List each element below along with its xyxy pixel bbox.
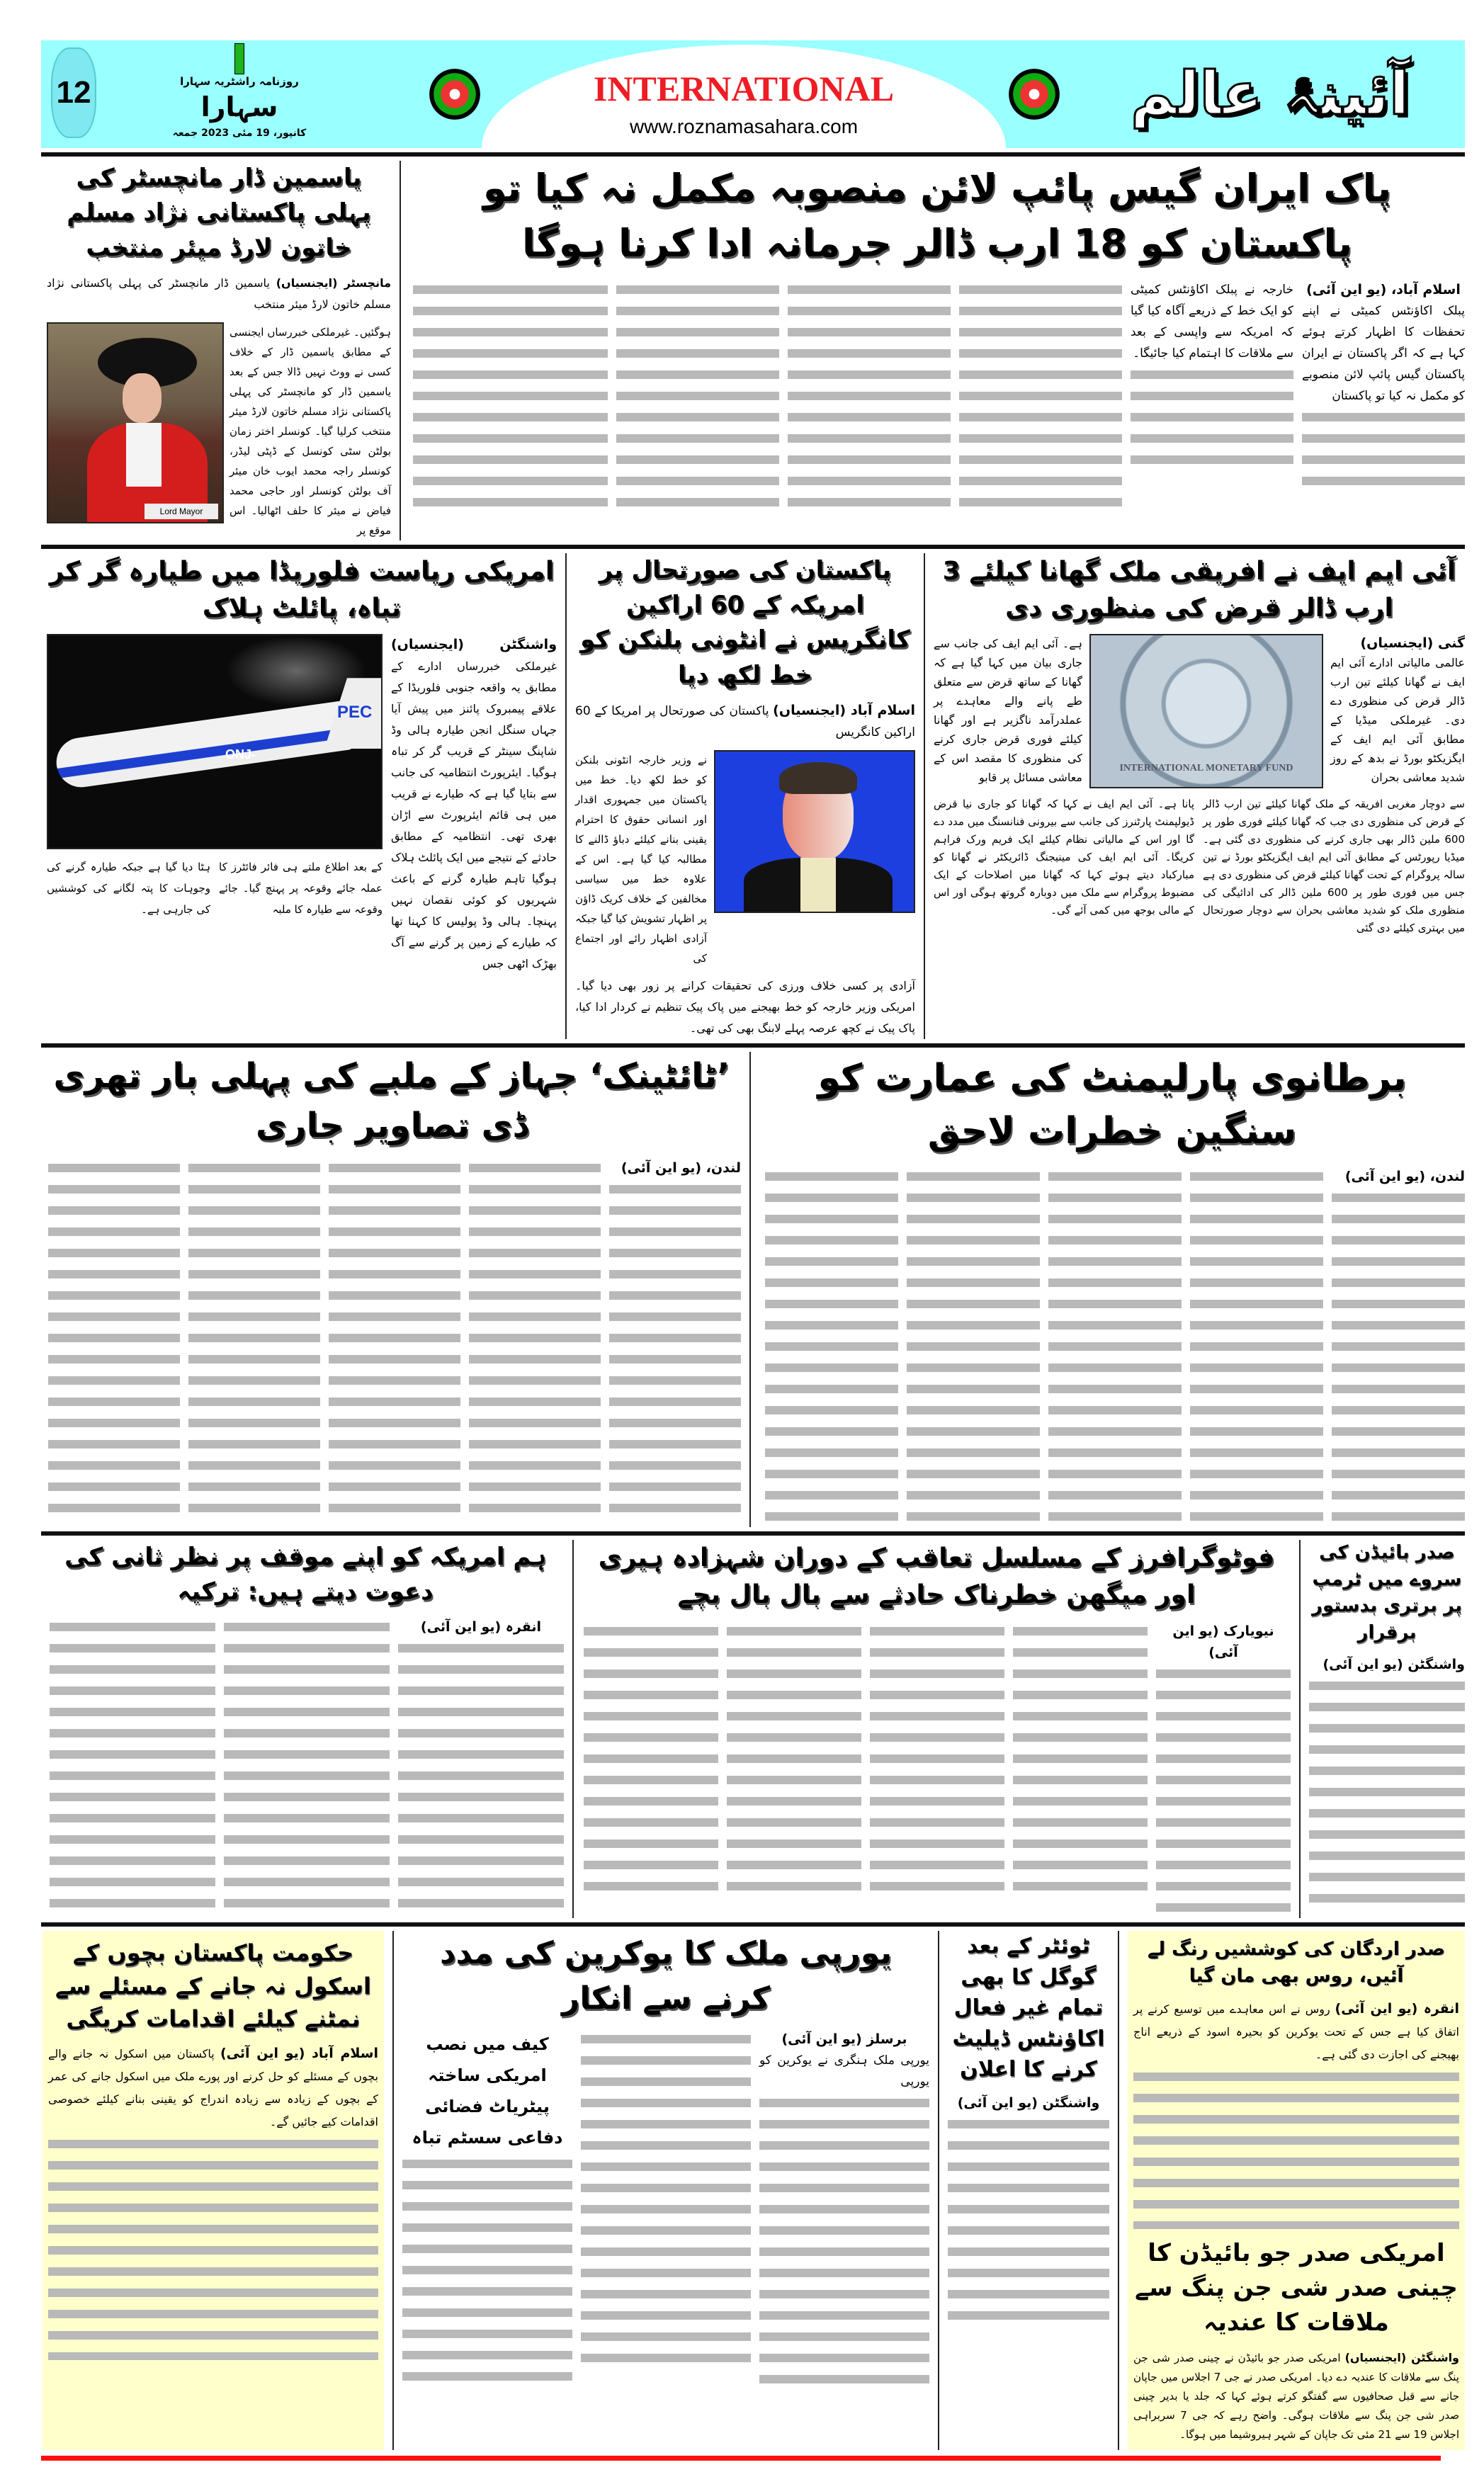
article-text: ہٹا دیا گیا ہے جبکہ طیارہ گرنے کی وجوہات کا پتہ لگانے کی کوششیں کی جارہی ہے۔ <box>47 861 210 917</box>
headline-titanic-3d: ’ٹائٹینک‘ جہاز کے ملبے کی پہلی بار تھری ڈی تصاویر جاری <box>53 1056 730 1145</box>
article-column <box>413 279 608 513</box>
headline-yasmeen-dar: یاسمین ڈار مانچسٹر کی پہلی پاکستانی نژاد مسلم خاتون لارڈ میئر منتخب <box>67 164 371 262</box>
article-text: نے وزیر خارجہ انٹونی بلنکن کو خط لکھ دیا۔ خط میں پاکستان میں جمہوری اقدار اور انسانی حقوق کا احترام یقینی بنانے کیلئے دباؤ ڈالنے کا مطالبہ کیا گیا ہے۔ اس کے علاوہ خط میں سیاسی مخالفین کے خلاف کریک ڈاؤن پر اظہار تشویش کیا گیا جبکہ آزادی اظہار رائے اور اجتماع کی <box>575 754 707 965</box>
section-label: INTERNATIONAL <box>593 69 895 108</box>
byline: لندن، (یو این آئی) <box>621 1160 741 1177</box>
photo-text: INTERNATIONAL MONETARY FUND <box>1119 763 1293 774</box>
article-column <box>575 975 915 1039</box>
section-fourth <box>41 1540 1465 1918</box>
text-lines <box>1302 407 1465 492</box>
article-column <box>727 1621 861 1897</box>
article-column <box>50 1616 215 1914</box>
article-column <box>224 1616 390 1914</box>
text-lines <box>50 1616 215 1914</box>
headline-line: کانگریس نے انٹونی بلنکن کو خط لکھ دیا <box>580 625 910 689</box>
text-lines <box>1133 2066 1459 2229</box>
section-bottom <box>41 1931 1465 2449</box>
text-lines <box>727 1621 861 1897</box>
headline-line: پاکستان کی صورتحال پر امریکہ کے 60 اراکین <box>599 555 892 620</box>
headline-turkey-us: ہم امریکہ کو اپنے موقف پر نظر ثانی کی دعوت دیتے ہیں: ترکیہ <box>64 1542 546 1606</box>
text-lines <box>402 2153 572 2387</box>
byline: واشنگٹن (یو این آئی) <box>1322 1656 1465 1672</box>
article-column <box>1133 2348 1459 2444</box>
article-column <box>788 279 951 513</box>
article-pak-iran <box>409 161 1465 540</box>
text-lines <box>1309 1675 1465 1909</box>
article-column <box>1309 1654 1465 1909</box>
hair <box>779 762 857 794</box>
column-divider <box>749 1052 751 1527</box>
article-google-accounts <box>948 1931 1109 2449</box>
article-column <box>1190 1166 1323 1527</box>
article-column <box>934 795 1194 919</box>
text-lines <box>907 1166 1040 1527</box>
article-florida-crash <box>47 553 557 1039</box>
article-column <box>870 1621 1004 1897</box>
photo-registration-text: -ONJ <box>225 747 256 762</box>
highlight-box-erdogan <box>1128 1931 1465 2449</box>
column-divider <box>392 1931 394 2449</box>
article-column <box>765 1166 898 1527</box>
section-top <box>41 161 1465 540</box>
article-text: غیرملکی خبررساں ادارے کے مطابق یہ واقعہ جنوبی فلوریڈا کے علاقے پیمبروک پائنز میں پیش آیا جہاں سنگل انجن طیارہ ہالی وڈ شاپنگ سینٹر کے قریب گر کر تباہ ہوگیا۔ ایئرپورٹ انتظامیہ کی جانب سے بتایا گیا ہے کہ طیارے نے قریب میں ہی قائم ایئرپورٹ سے اڑان بھری تھی۔ انتظامیہ کے مطابق حادثے کے نتیجے میں ایک پائلٹ ہلاک ہوگیا تاہم طیارہ گرنے کے باعث شہریوں کو کوئی نقصان نہیں پہنچا۔ ہالی وڈ پولیس کا کہنا تھا کہ طیارے کے زمین پر گرنے سے آگ بھڑک اٹھی جس <box>391 659 557 971</box>
text-lines <box>469 1157 601 1519</box>
text-lines <box>959 279 1122 513</box>
article-column <box>1133 1997 1459 2229</box>
text-lines <box>870 1621 1004 1897</box>
article-column <box>1332 1166 1465 1527</box>
article-body <box>402 2029 929 2390</box>
article-column <box>230 322 391 540</box>
article-column <box>48 1157 180 1519</box>
text-lines <box>48 1157 180 1519</box>
article-lead: پاکستان کی صورتحال پر امریکا کے 60 اراکین کانگریس <box>575 704 915 740</box>
photo-antony-blinken <box>714 750 915 913</box>
bottom-red-bar <box>41 2456 1441 2461</box>
byline: انقرہ (یو این آئی) <box>420 1619 542 1635</box>
divider <box>41 545 1465 549</box>
article-harry-meghan <box>582 1540 1291 1918</box>
byline: اسلام آباد (ایجنسیاں) <box>773 703 915 719</box>
article-body <box>582 1621 1291 1918</box>
section-third <box>41 1052 1465 1527</box>
article-column <box>959 279 1122 513</box>
text-lines <box>329 1157 460 1519</box>
text-lines <box>948 2114 1109 2326</box>
section-title: آئینۂ عالم <box>1131 59 1410 128</box>
article-uk-parliament <box>759 1052 1465 1527</box>
emblem-right-icon <box>1009 69 1060 120</box>
article-column <box>759 2029 929 2390</box>
article-text: پانا ہے۔ آئی ایم ایف نے کہا کہ گھانا کو جاری نیا قرض ڈیولپمنٹ پارٹنرز کی جانب سے بیرونی فنانسنگ میں مدد دے گا اور اس کے مالیاتی نظام کیلئے ایک فریم ورک فراہم کریگا۔ آئی ایم ایف کی مینیجنگ ڈائریکٹر نے گھانا کو مبارکباد دیتے ہوئے کہا کہ گھانا میں اصلاحات کے ایک مضبوط پروگرام سے ملک میں دوبارہ گروتھ ہوگی اور اس کے مالی بوجھ میں کمی آئے گی۔ <box>934 798 1194 917</box>
byline: اسلام آباد، (یو این آئی) <box>1306 281 1461 297</box>
text-lines <box>1332 1187 1465 1527</box>
photo-plane-crash <box>47 634 383 849</box>
photo-placard: Lord Mayor <box>145 504 218 519</box>
logo-one-icon <box>234 43 244 74</box>
article-column <box>329 1157 460 1519</box>
text-lines <box>1131 364 1293 470</box>
highlight-box-schools <box>43 1931 384 2449</box>
text-lines <box>609 1179 741 1519</box>
photo-lord-mayor <box>47 322 224 523</box>
emblem-left-icon <box>429 69 480 120</box>
byline: نیویارک (یو این آئی) <box>1172 1623 1274 1661</box>
page-number: 12 <box>56 75 91 110</box>
article-column <box>575 750 707 968</box>
page-number-badge <box>51 47 96 138</box>
byline: واشنگٹن (ایجنسیاں) <box>1344 2350 1460 2364</box>
text-lines <box>1156 1663 1291 1918</box>
column-divider <box>1299 1540 1301 1918</box>
headline-biden-poll: صدر بائیڈن کی سروے میں ٹرمپ پر برتری بدستور برقرار <box>1312 1541 1462 1643</box>
article-lead: پبلک اکاؤنٹس کمیٹی نے اپنے تحفظات کا اظہار کرتے ہوئے کہا ہے کہ اگر پاکستان نے ایران پاکستان گیس پائپ لائن منصوبے کو مکمل نہ کیا تو پاکستان <box>1302 303 1465 403</box>
column-divider <box>938 1931 939 2449</box>
column-divider <box>400 161 401 540</box>
article-body <box>47 634 557 975</box>
article-column <box>391 634 557 975</box>
article-body <box>47 1616 564 1914</box>
divider <box>41 152 1465 157</box>
headline-google-accounts: ٹوئٹر کے بعد گوگل کا بھی تمام غیر فعال اکاؤنٹس ڈیلیٹ کرنے کا اعلان <box>952 1934 1105 2082</box>
article-text: خارجہ نے پبلک اکاؤنٹس کمیٹی کو ایک خط کے ذریعے آگاہ کیا گیا کہ امریکہ سے واپسی کے بعد سے ملاقات کا اہتمام کیا جائیگا۔ <box>1131 282 1293 361</box>
article-column <box>469 1157 601 1519</box>
text-lines <box>581 2029 751 2369</box>
headline-biden-xi: امریکی صدر جو بائیڈن کا چینی صدر شی جن پنگ سے ملاقات کا عندیہ <box>1135 2238 1458 2337</box>
article-text: عالمی مالیاتی ادارے آئی ایم ایف نے گھانا کیلئے تین ارب ڈالر قرض کی منظوری دے دی۔ غیرملکی میڈیا کے مطابق آئی ایم ایف کے ایگزیکٹو بورڈ نے بدھ کے روز شدید معاشی بحران <box>1330 656 1465 785</box>
article-text: آزادی پر کسی خلاف ورزی کی تحقیقات کرانے پر زور بھی دیا گیا۔ امریکی وزیر خارجہ کو خط بھیجنے میں پاک پیک تنظیم نے کردار ادا کیا، پاک پیک نے کچھ عرصہ پہلے لابنگ بھی کی تھی۔ <box>575 979 915 1036</box>
headline-imf-ghana: آئی ایم ایف نے افریقی ملک گھانا کیلئے 3 ارب ڈالر قرض کی منظوری دی <box>942 556 1456 623</box>
column-divider <box>565 553 567 1039</box>
article-text: پاکستان میں اسکول نہ جانے والے بچوں کے مسئلے کو حل کرنے اور پورے ملک میں اسکول جانے کی عمر کے بچوں کے زیادہ سے زیادہ اندراج کو یقینی بنانے کیلئے خصوصی اقدامات کیے جائیں گے۔ <box>48 2047 378 2129</box>
article-body <box>759 1166 1465 1527</box>
article-column <box>402 2029 572 2387</box>
divider <box>41 1922 1465 1927</box>
text-lines <box>224 1616 390 1914</box>
text-lines <box>584 1621 718 1897</box>
section-second <box>41 553 1465 1039</box>
article-titanic <box>43 1052 741 1527</box>
article-lead: یاسمین ڈار مانچسٹر کی پہلی پاکستانی نژاد مسلم خاتون لارڈ میئر منتخب <box>47 276 391 311</box>
article-column <box>948 2092 1109 2326</box>
article-column <box>609 1157 741 1519</box>
article-body <box>409 279 1465 513</box>
byline: گنی (ایجنسیاں) <box>1360 635 1465 652</box>
headline-europe-ukraine: یورپی ملک کا یوکرین کی مدد کرنے سے انکار <box>440 1935 892 2017</box>
article-body <box>934 795 1465 937</box>
article-column <box>584 1621 718 1897</box>
article-column <box>616 279 779 513</box>
subheadline-patriot: کیف میں نصب امریکی ساختہ پیٹریاٹ فضائی دفاعی سسٹم تباہ <box>412 2034 563 2148</box>
article-column <box>48 2042 378 2360</box>
lace-collar <box>126 423 162 487</box>
article-column <box>1203 795 1465 937</box>
article-column <box>188 1157 320 1519</box>
article-column <box>934 634 1082 787</box>
article-body <box>47 322 391 540</box>
article-biden-poll <box>1309 1540 1465 1918</box>
divider <box>41 1043 1465 1048</box>
article-column <box>907 1166 1040 1527</box>
article-text: ہے۔ آئی ایم ایف کی جانب سے جاری بیان میں کہا گیا ہے کہ گھانا کے ساتھ قرض سے متعلق طے پانے والے معاہدے پر عملدرآمد ناگزیر ہے اور گھانا کیلئے فوری قرض جاری کرنے کی منظوری کا مقصد اس کے معاشی مسائل پر قابو <box>934 637 1082 785</box>
headline-pak-iran-pipeline: پاک ایران گیس پائپ لائن منصوبہ مکمل نہ کیا تو پاکستان کو 18 ارب ڈالر جرمانہ ادا کرنا ہوگا <box>482 166 1392 266</box>
text-lines <box>398 1638 564 1914</box>
issue-date: کانپور، 19 مئی 2023 جمعہ <box>172 127 307 139</box>
text-lines <box>1048 1166 1182 1527</box>
article-text: ہوگئیں۔ غیرملکی خبررساں ایجنسی کے مطابق یاسمین ڈار کے خلاف کسی نے ووٹ نہیں ڈالا جس کے بعد یاسمین ڈار کو مانچسٹر کی پہلی پاکستانی نژاد مسلم خاتون لارڈ میئر منتخب کرلیا گیا۔ کونسلر اختر زمان بولٹن سٹی کونسل کے ڈپٹی لیڈر، کونسلر راجہ محمد ایوب خان میئر آف بولٹن کونسلر اور حاجی محمد فیاض نے میئر کا حلف اٹھالیا۔ اس موقع پر <box>230 325 391 537</box>
logo-text: روزنامہ راشٹریہ سہارا <box>180 75 299 88</box>
headline-uk-parliament: برطانوی پارلیمنٹ کی عمارت کو سنگین خطرات لاحق <box>817 1057 1407 1153</box>
byline: واشنگٹن (یو این آئی) <box>957 2094 1100 2111</box>
article-column <box>1156 1621 1291 1918</box>
article-body <box>934 634 1465 788</box>
text-lines <box>48 2133 378 2360</box>
text-lines <box>1013 1621 1148 1897</box>
headline-pakistan-schools: حکومت پاکستان بچوں کے اسکول نہ جانے کے مسئلے سے نمٹنے کیلئے اقدامات کریگی <box>55 1939 371 2033</box>
article-europe-ukraine <box>402 1931 929 2449</box>
article-text: روس نے اس معاہدے میں توسیع کرنے پر اتفاق کیا ہے جس کے تحت یوکرین کو بحیرہ اسود کے ذریعے اناج بھیجنے کی اجازت دی گئی ہے۔ <box>1133 2002 1459 2061</box>
byline: برسلز (یو این آئی) <box>781 2031 907 2047</box>
byline: انقرہ (یو این آئی) <box>1335 2000 1459 2017</box>
headline-congress-letter <box>575 553 915 693</box>
article-body <box>43 1157 741 1519</box>
logo-mark: سہارا <box>200 91 278 123</box>
column-divider <box>924 553 925 1039</box>
text-lines <box>616 279 779 513</box>
article-column <box>1131 279 1293 470</box>
photo-imf-logo <box>1089 634 1323 788</box>
website-url: www.roznamasahara.com <box>629 115 859 137</box>
article-yasmeen-dar <box>47 161 391 540</box>
photo-block <box>47 634 383 920</box>
article-column <box>581 2029 751 2369</box>
headline-erdogan: صدر اردگان کی کوششیں رنگ لے آئیں، روس بھی مان گیا <box>1148 1939 1445 1987</box>
article-imf-ghana <box>934 553 1465 1039</box>
face <box>123 373 162 423</box>
divider <box>41 1531 1465 1536</box>
caption-columns <box>47 856 383 920</box>
newspaper-logo <box>140 43 339 145</box>
column-divider <box>572 1540 574 1918</box>
masthead <box>41 40 1465 148</box>
article-column <box>1013 1621 1148 1897</box>
article-text: کے بعد اطلاع ملتے ہی فائر فائٹرز کا عملہ جائے وقوعہ پر پہنچ گیا۔ جائے وقوعہ سے طیارہ کا ملبہ <box>219 861 383 917</box>
text-lines <box>1190 1166 1323 1527</box>
article-column <box>1302 279 1465 492</box>
article-lead-row <box>47 273 391 315</box>
article-column <box>219 856 383 920</box>
column-divider <box>1118 1931 1119 2449</box>
byline: اسلام آباد (یو این آئی) <box>220 2046 378 2062</box>
text-lines <box>788 279 951 513</box>
article-text: سے دوچار مغربی افریقہ کے ملک گھانا کیلئے تین ارب ڈالر کے قرض کی منظوری دی جب کہ گھانا کیلئے فوری طور پر 600 ملین ڈالر بھی جاری کرنے کی منظوری دی گئی ہے۔ میڈیا رپورٹس کے مطابق آئی ایم ایف ایگزیکٹو بورڈ نے تین سالہ پروگرام کے تحت گھانا کیلئے قرض کی منظوری دی ہے جس میں فوری طور پر 600 ملین ڈالر کی ادائیگی کی منظوری ملک کو شدید معاشی بحران سے دوچار صورتحال میں بہتری کیلئے دی گئی <box>1203 798 1465 935</box>
text-lines <box>765 1166 898 1527</box>
shirt <box>800 858 836 913</box>
article-text: امریکی صدر جو بائیڈن نے چینی صدر شی جن پنگ سے ملاقات کا عندیہ دے دیا۔ امریکی صدر نے جی 7 اجلاس میں جاپان جانے سے قبل صحافیوں سے گفتگو کرتے ہوئے کہا کہ جلد یا بدیر چینی صدر شی جن پنگ سے ملاقات ہوگی۔ واضح رہے کہ جی 7 سربراہی اجلاس 19 سے 21 مئی تک جاپان کے شہر ہیروشیما میں ہوگا۔ <box>1133 2351 1459 2441</box>
article-text: یورپی ملک ہنگری نے یوکرین کو یورپی <box>759 2053 929 2089</box>
article-congress-letter <box>575 553 915 1039</box>
article-column <box>1330 634 1465 787</box>
text-lines <box>188 1157 320 1519</box>
headline-harry-meghan: فوٹوگرافرز کے مسلسل تعاقب کے دوران شہزادہ ہیری اور میگھن خطرناک حادثے سے بال بال بچے <box>598 1543 1275 1610</box>
article-lead-row <box>575 700 915 743</box>
article-column <box>47 856 210 920</box>
byline: واشنگٹن (ایجنسیاں) <box>391 637 557 653</box>
headline-florida-crash: امریکی ریاست فلوریڈا میں طیارہ گر کر تباہ، پائلٹ ہلاک <box>49 556 555 623</box>
article-column <box>398 1616 564 1914</box>
fuselage <box>53 700 355 790</box>
article-turkey-us <box>47 1540 564 1918</box>
text-lines <box>413 279 608 513</box>
article-column <box>1048 1166 1182 1527</box>
text-lines <box>759 2092 929 2390</box>
photo-tail-text: PEC <box>337 703 373 722</box>
byline: لندن، (یو این آئی) <box>1344 1168 1465 1184</box>
article-body <box>575 750 915 968</box>
byline: مانچسٹر (ایجنسیاں) <box>276 276 391 290</box>
